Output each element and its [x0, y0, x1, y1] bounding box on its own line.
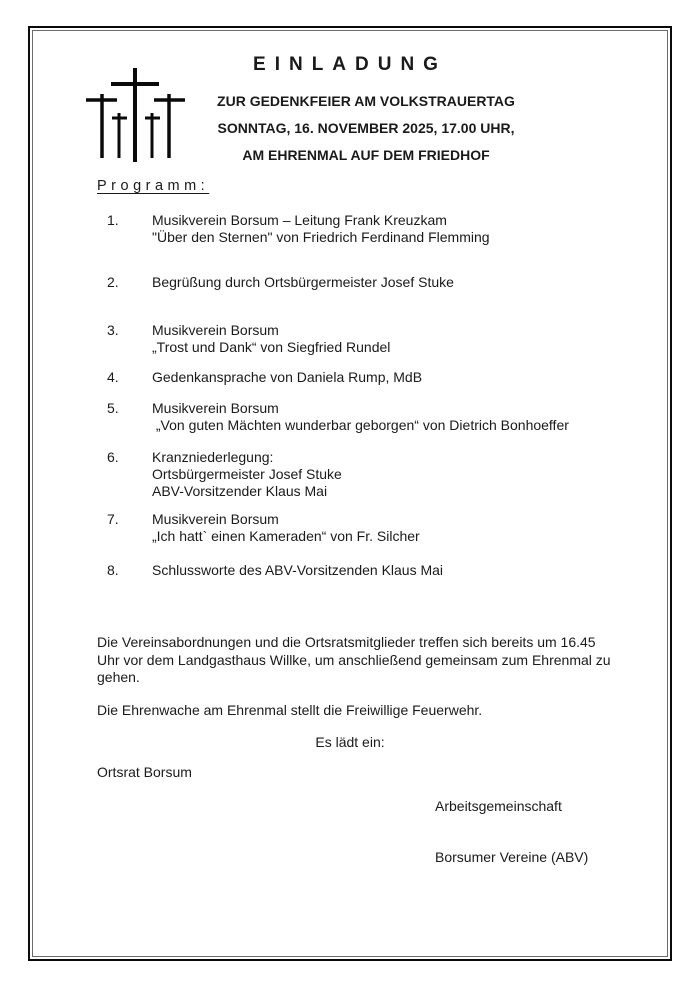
- document-title: EINLADUNG: [253, 54, 447, 75]
- event-details-line: AM EHRENMAL AUF DEM FRIEDHOF: [242, 147, 490, 163]
- program-item-1: [107, 212, 647, 246]
- program-item-2: [107, 274, 647, 291]
- honor-guard-note: Die Ehrenwache am Ehrenmal stellt die Freiwillige Feuerwehr.: [97, 702, 483, 718]
- item-line: „Trost und Dank“ von Siegfried Rundel: [152, 339, 391, 355]
- item-number: 3.: [107, 322, 119, 338]
- program-item-4: [107, 369, 647, 386]
- program-item-6: [107, 449, 647, 500]
- item-number: 7.: [107, 511, 119, 527]
- event-details-line: ZUR GEDENKFEIER AM VOLKSTRAUERTAG: [217, 93, 515, 109]
- program-item-7: [107, 511, 647, 545]
- item-line: Ortsbürgermeister Josef Stuke: [152, 466, 342, 482]
- invitation-line: Es lädt ein:: [315, 734, 385, 750]
- item-number: 4.: [107, 369, 119, 385]
- item-line: „Ich hatt` einen Kameraden“ von Fr. Silcher: [152, 528, 420, 544]
- signature-right: [435, 764, 588, 900]
- item-line: ABV-Vorsitzender Klaus Mai: [152, 483, 328, 499]
- item-number: 5.: [107, 400, 119, 416]
- item-line: Schlussworte des ABV-Vorsitzenden Klaus Mai: [152, 562, 444, 578]
- item-line: Begrüßung durch Ortsbürgermeister Josef Stuke: [152, 274, 454, 290]
- item-line: Gedenkansprache von Daniela Rump, MdB: [152, 369, 423, 385]
- item-number: 8.: [107, 562, 119, 578]
- item-line: "Über den Sternen" von Friedrich Ferdinand Flemming: [152, 229, 490, 245]
- item-line: „Von guten Mächten wunderbar geborgen“ von Dietrich Bonhoeffer: [152, 417, 569, 433]
- item-line: Musikverein Borsum: [152, 400, 279, 416]
- signature-left: Ortsrat Borsum: [97, 764, 192, 780]
- signature-right-line: Arbeitsgemeinschaft: [435, 798, 562, 814]
- signature-right-line: Borsumer Vereine (ABV): [435, 849, 589, 865]
- meeting-note-paragraph: Die Vereinsabordnungen und die Ortsratsmitglieder treffen sich bereits um 16.45 Uhr vor dem Landgasthaus Willke, um anschließend gemeinsam zum Ehrenmal zu gehen.: [97, 634, 611, 685]
- item-line: Musikverein Borsum – Leitung Frank Kreuzkam: [152, 212, 447, 228]
- item-line: Kranzniederlegung:: [152, 449, 274, 465]
- program-item-5: [107, 400, 647, 434]
- item-line: Musikverein Borsum: [152, 511, 279, 527]
- program-item-8: [107, 562, 647, 579]
- item-line: Musikverein Borsum: [152, 322, 279, 338]
- program-item-3: [107, 322, 647, 356]
- event-details: [215, 88, 517, 169]
- item-number: 1.: [107, 212, 119, 228]
- item-number: 2.: [107, 274, 119, 290]
- program-heading: Programm:: [97, 178, 210, 194]
- item-number: 6.: [107, 449, 119, 465]
- event-details-line: SONNTAG, 16. NOVEMBER 2025, 17.00 UHR,: [217, 120, 515, 136]
